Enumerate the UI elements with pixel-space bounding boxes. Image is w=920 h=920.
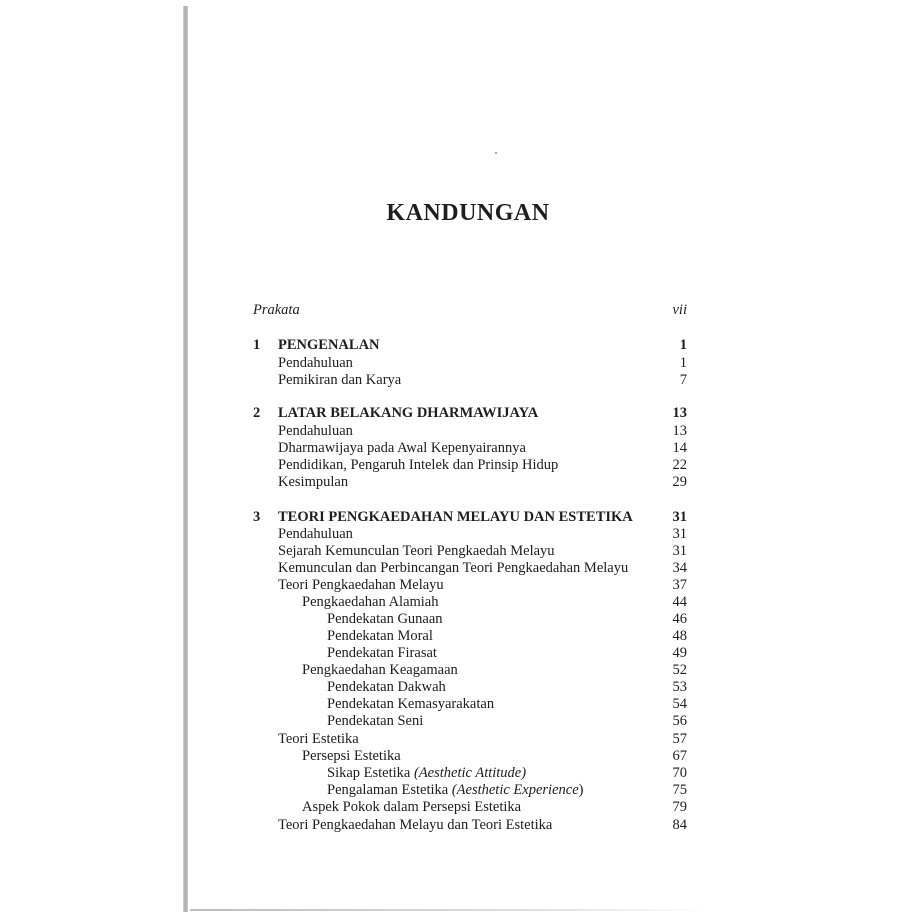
- toc-entry-row: [253, 748, 687, 765]
- toc-entry-label: [278, 509, 633, 526]
- toc-entry-row: [253, 355, 687, 372]
- toc-entry-title: LATAR BELAKANG DHARMAWIJAYA: [278, 405, 539, 421]
- toc-entry-label: [278, 817, 552, 834]
- toc-page-number: 1: [679, 337, 687, 353]
- toc-entry-label: [327, 713, 423, 730]
- toc-entry-label: [327, 628, 433, 645]
- toc-entry-row: [253, 782, 687, 799]
- toc-page-number: 75: [672, 782, 687, 798]
- toc-page-number: 22: [672, 457, 687, 473]
- toc-page-number: 31: [672, 543, 687, 559]
- toc-entry-title: Kemunculan dan Perbincangan Teori Pengkaedahan Melayu: [278, 560, 629, 576]
- toc-page-number: 37: [672, 577, 687, 593]
- toc-chapter-row: [253, 337, 687, 354]
- toc-page-number: 54: [672, 696, 687, 712]
- toc-entry-label: [278, 543, 555, 560]
- toc-entry-label: [302, 799, 521, 816]
- toc-page-number: 56: [672, 713, 687, 729]
- toc-entry-label: [278, 731, 359, 748]
- book-spine-edge: [183, 6, 188, 912]
- toc-entry-row: [253, 372, 687, 389]
- toc-entry-title: Aspek Pokok dalam Persepsi Estetika: [302, 799, 522, 815]
- toc-entry-label: [302, 748, 401, 765]
- paper-speck: [495, 152, 497, 154]
- toc-entry-label: [278, 457, 558, 474]
- toc-entry-label: [278, 405, 538, 422]
- toc-entry-title: Pendahuluan: [278, 355, 353, 371]
- toc-entry-title: Pengalaman Estetika: [327, 782, 452, 798]
- toc-entry-row: [253, 543, 687, 560]
- toc-entry-title: Teori Pengkaedahan Melayu dan Teori Estetika: [278, 817, 553, 833]
- toc-entry-title: Pendahuluan: [278, 526, 353, 542]
- toc-entry-row: [253, 817, 687, 834]
- toc-chapter-row: [253, 509, 687, 526]
- toc-entry-title: Teori Pengkaedahan Melayu: [278, 577, 444, 593]
- toc-page-number: 49: [672, 645, 687, 661]
- toc-page-number: 13: [672, 423, 687, 439]
- toc-entry-title: Sejarah Kemunculan Teori Pengkaedah Melayu: [278, 543, 555, 559]
- toc-entry-label: [327, 611, 443, 628]
- toc-entry-title: Pendekatan Moral: [327, 628, 433, 644]
- toc-entry-label: [278, 526, 353, 543]
- toc-page-number: 14: [672, 440, 687, 456]
- toc-entry-row: [253, 560, 687, 577]
- toc-chapter-row: [253, 405, 687, 422]
- toc-entry-title: Pengkaedahan Alamiah: [302, 594, 439, 610]
- toc-entry-title: Pendekatan Dakwah: [327, 679, 446, 695]
- toc-entry-row: [253, 696, 687, 713]
- toc-entry-title: Pendekatan Firasat: [327, 645, 437, 661]
- toc-entry-row: [253, 302, 687, 319]
- toc-entry-title: Persepsi Estetika: [302, 748, 401, 764]
- toc-entry-label: [278, 372, 401, 389]
- toc-entry-title: Pendekatan Seni: [327, 713, 424, 729]
- toc-page-number: 48: [672, 628, 687, 644]
- toc-entry-row: [253, 765, 687, 782]
- toc-entry-row: [253, 440, 687, 457]
- toc-entry-label: [278, 577, 444, 594]
- toc-entry-row: [253, 628, 687, 645]
- toc-entry-row: [253, 731, 687, 748]
- toc-entry-row: [253, 611, 687, 628]
- toc-entry-label: [278, 474, 348, 491]
- toc-entry-row: [253, 526, 687, 543]
- toc-page-number: 31: [672, 526, 687, 542]
- toc-entry-label: [278, 560, 628, 577]
- toc-chapter-number: 1: [253, 337, 261, 353]
- toc-page-number: 67: [672, 748, 687, 764]
- toc-entry-title: Pendahuluan: [278, 423, 353, 439]
- toc-entry-title: Pemikiran dan Karya: [278, 372, 402, 388]
- toc-page-number: 29: [672, 474, 687, 490]
- toc-entry-label: [327, 765, 526, 782]
- toc-page-number: 70: [672, 765, 687, 781]
- toc-entry-label: [327, 645, 437, 662]
- toc-entry-label: [253, 302, 300, 319]
- toc-entry-label: [327, 679, 446, 696]
- toc-entry-row: [253, 457, 687, 474]
- toc-page-number: 57: [672, 731, 687, 747]
- toc-entry-row: [253, 662, 687, 679]
- toc-entry-label: [327, 782, 583, 799]
- toc-entry-label: [302, 594, 439, 611]
- toc-entry-row: [253, 713, 687, 730]
- toc-entry-english-term: (Aesthetic Experience: [451, 782, 579, 798]
- toc-entry-title: Pendekatan Gunaan: [327, 611, 443, 627]
- toc-entry-label: [302, 662, 458, 679]
- page-bottom-edge: [190, 909, 710, 911]
- toc-entry-title: TEORI PENGKAEDAHAN MELAYU DAN ESTETIKA: [278, 509, 633, 525]
- toc-entry-title: Teori Estetika: [278, 731, 359, 747]
- toc-page-number: 44: [672, 594, 687, 610]
- toc-entry-label: [278, 440, 526, 457]
- toc-page-number: 52: [672, 662, 687, 678]
- toc-entry-row: [253, 423, 687, 440]
- toc-entry-label: [327, 696, 494, 713]
- page-title: KANDUNGAN: [386, 200, 550, 226]
- toc-entry-label: [278, 355, 353, 372]
- toc-chapter-number: 3: [253, 509, 261, 525]
- toc-entry-title: Kesimpulan: [278, 474, 349, 490]
- toc-entry-title: Prakata: [253, 302, 300, 318]
- toc-entry-title: Pendidikan, Pengaruh Intelek dan Prinsip Hidup: [278, 457, 559, 473]
- toc-page-number: 13: [672, 405, 687, 421]
- toc-entry-row: [253, 577, 687, 594]
- toc-entry-title: PENGENALAN: [278, 337, 380, 353]
- toc-page-number: 31: [672, 509, 687, 525]
- toc-entry-title: Sikap Estetika: [327, 765, 414, 781]
- toc-chapter-number: 2: [253, 405, 261, 421]
- toc-entry-label: [278, 423, 353, 440]
- toc-entry-label: [278, 337, 380, 354]
- toc-page-number: vii: [672, 302, 687, 318]
- toc-page-number: 46: [672, 611, 687, 627]
- toc-entry-english-term: (Aesthetic Attitude): [414, 765, 527, 781]
- toc-entry-title: Dharmawijaya pada Awal Kepenyairannya: [278, 440, 526, 456]
- toc-page-number: 34: [672, 560, 687, 576]
- toc-entry-row: [253, 679, 687, 696]
- toc-entry-row: [253, 799, 687, 816]
- toc-entry-title: Pendekatan Kemasyarakatan: [327, 696, 495, 712]
- toc-page-number: 1: [679, 355, 687, 371]
- toc-page-number: 79: [672, 799, 687, 815]
- toc-page-number: 7: [679, 372, 687, 388]
- toc-entry-closing-paren: ): [578, 782, 584, 798]
- toc-entry-row: [253, 474, 687, 491]
- toc-entry-row: [253, 594, 687, 611]
- toc-entry-row: [253, 645, 687, 662]
- toc-page-number: 53: [672, 679, 687, 695]
- toc-entry-title: Pengkaedahan Keagamaan: [302, 662, 458, 678]
- toc-page-number: 84: [672, 817, 687, 833]
